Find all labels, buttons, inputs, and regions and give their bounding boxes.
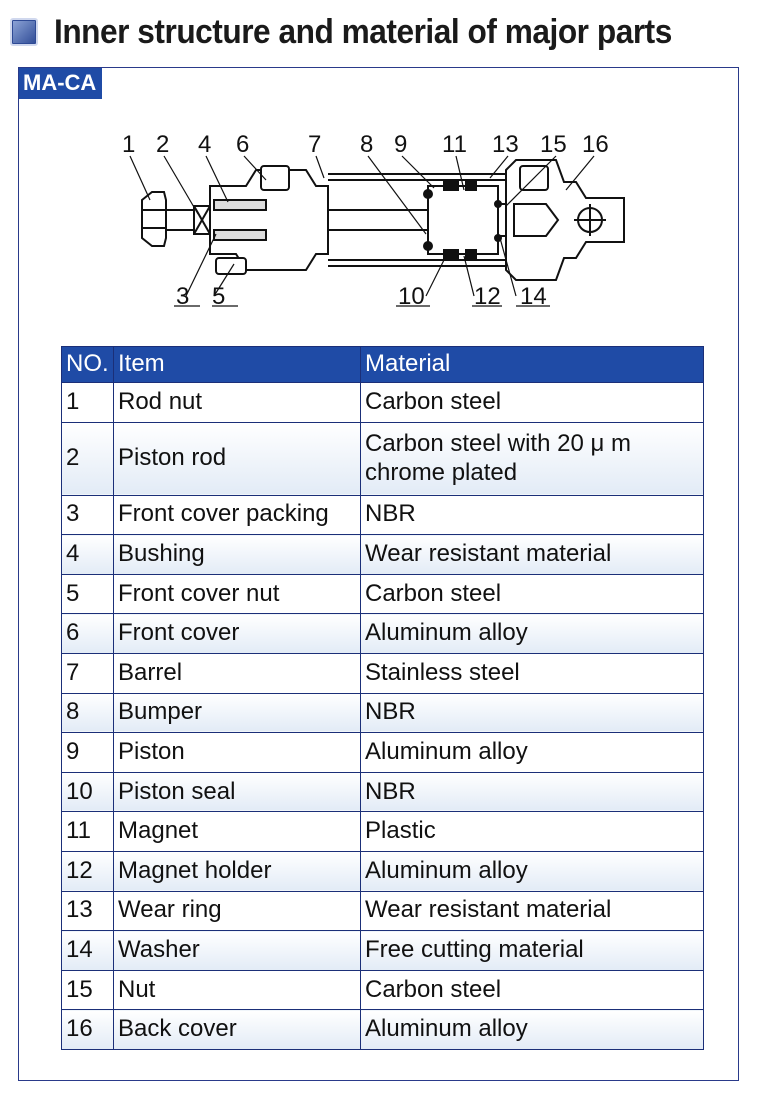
cell-item: Wear ring bbox=[114, 891, 361, 931]
cell-item: Piston bbox=[114, 733, 361, 773]
cell-material: Aluminum alloy bbox=[361, 1010, 704, 1050]
cell-material: Aluminum alloy bbox=[361, 851, 704, 891]
table-row bbox=[62, 614, 704, 654]
label-7: 7 bbox=[308, 131, 322, 158]
cell-item: Nut bbox=[114, 970, 361, 1010]
label-6: 6 bbox=[236, 131, 250, 158]
cell-no: 11 bbox=[62, 812, 114, 852]
cell-no: 9 bbox=[62, 733, 114, 773]
cell-item: Bumper bbox=[114, 693, 361, 733]
label-3: 3 bbox=[176, 283, 190, 310]
label-4: 4 bbox=[198, 131, 212, 158]
cell-item: Front cover nut bbox=[114, 574, 361, 614]
cell-material: Wear resistant material bbox=[361, 535, 704, 575]
cell-no: 6 bbox=[62, 614, 114, 654]
cell-material: Stainless steel bbox=[361, 653, 704, 693]
table-row bbox=[62, 891, 704, 931]
cell-item: Front cover bbox=[114, 614, 361, 654]
table-row bbox=[62, 574, 704, 614]
model-tag: MA-CA bbox=[19, 68, 102, 99]
table-row bbox=[62, 422, 704, 495]
cell-item: Magnet holder bbox=[114, 851, 361, 891]
cell-item: Washer bbox=[114, 931, 361, 971]
label-15: 15 bbox=[540, 131, 567, 158]
table-row bbox=[62, 383, 704, 423]
cell-item: Piston seal bbox=[114, 772, 361, 812]
header-item: Item bbox=[114, 347, 361, 383]
material-line-2: chrome plated bbox=[365, 458, 518, 486]
cell-material: Free cutting material bbox=[361, 931, 704, 971]
cell-no: 12 bbox=[62, 851, 114, 891]
cell-material: Carbon steel bbox=[361, 383, 704, 423]
cell-item: Back cover bbox=[114, 1010, 361, 1050]
table-row bbox=[62, 970, 704, 1010]
table-header-row bbox=[62, 347, 704, 383]
cell-no: 5 bbox=[62, 574, 114, 614]
table-row bbox=[62, 851, 704, 891]
cell-item: Front cover packing bbox=[114, 495, 361, 535]
cell-no: 14 bbox=[62, 931, 114, 971]
square-bullet-icon bbox=[10, 18, 38, 46]
label-9: 9 bbox=[394, 131, 408, 158]
cell-material: NBR bbox=[361, 495, 704, 535]
label-11: 11 bbox=[442, 131, 467, 158]
cell-item: Barrel bbox=[114, 653, 361, 693]
cell-material: Carbon steel bbox=[361, 574, 704, 614]
cell-no: 2 bbox=[62, 422, 114, 495]
label-8: 8 bbox=[360, 131, 374, 158]
cell-no: 4 bbox=[62, 535, 114, 575]
table-row bbox=[62, 535, 704, 575]
table-row bbox=[62, 812, 704, 852]
table-row bbox=[62, 931, 704, 971]
cell-item: Piston rod bbox=[114, 422, 361, 495]
cell-item: Rod nut bbox=[114, 383, 361, 423]
cell-no: 15 bbox=[62, 970, 114, 1010]
label-13: 13 bbox=[492, 131, 519, 158]
page-header bbox=[10, 8, 718, 56]
table-row bbox=[62, 772, 704, 812]
table-row bbox=[62, 693, 704, 733]
cell-material: Plastic bbox=[361, 812, 704, 852]
label-1: 1 bbox=[122, 131, 136, 158]
page-title: Inner structure and material of major parts bbox=[54, 12, 672, 51]
label-16: 16 bbox=[582, 131, 609, 158]
table-row bbox=[62, 653, 704, 693]
cell-no: 10 bbox=[62, 772, 114, 812]
cell-no: 8 bbox=[62, 693, 114, 733]
material-line-1: Carbon steel with 20 μ m bbox=[365, 429, 631, 457]
cell-material: NBR bbox=[361, 693, 704, 733]
cell-no: 7 bbox=[62, 653, 114, 693]
label-5: 5 bbox=[212, 283, 226, 310]
table-row bbox=[62, 495, 704, 535]
cell-no: 3 bbox=[62, 495, 114, 535]
cell-material: NBR bbox=[361, 772, 704, 812]
cell-material: Aluminum alloy bbox=[361, 733, 704, 773]
cell-no: 1 bbox=[62, 383, 114, 423]
parts-material-table bbox=[61, 346, 704, 1050]
cell-item: Bushing bbox=[114, 535, 361, 575]
cylinder-cross-section-diagram bbox=[116, 130, 636, 312]
cell-no: 13 bbox=[62, 891, 114, 931]
label-14: 14 bbox=[520, 283, 547, 310]
header-no: NO. bbox=[62, 347, 114, 383]
table-row bbox=[62, 1010, 704, 1050]
cell-item: Magnet bbox=[114, 812, 361, 852]
cell-material: Aluminum alloy bbox=[361, 614, 704, 654]
cell-no: 16 bbox=[62, 1010, 114, 1050]
label-10: 10 bbox=[398, 283, 425, 310]
header-material: Material bbox=[361, 347, 704, 383]
table-row bbox=[62, 733, 704, 773]
label-12: 12 bbox=[474, 283, 501, 310]
label-2: 2 bbox=[156, 131, 170, 158]
cell-material: Carbon steel bbox=[361, 970, 704, 1010]
cell-material bbox=[361, 422, 704, 495]
cell-material: Wear resistant material bbox=[361, 891, 704, 931]
